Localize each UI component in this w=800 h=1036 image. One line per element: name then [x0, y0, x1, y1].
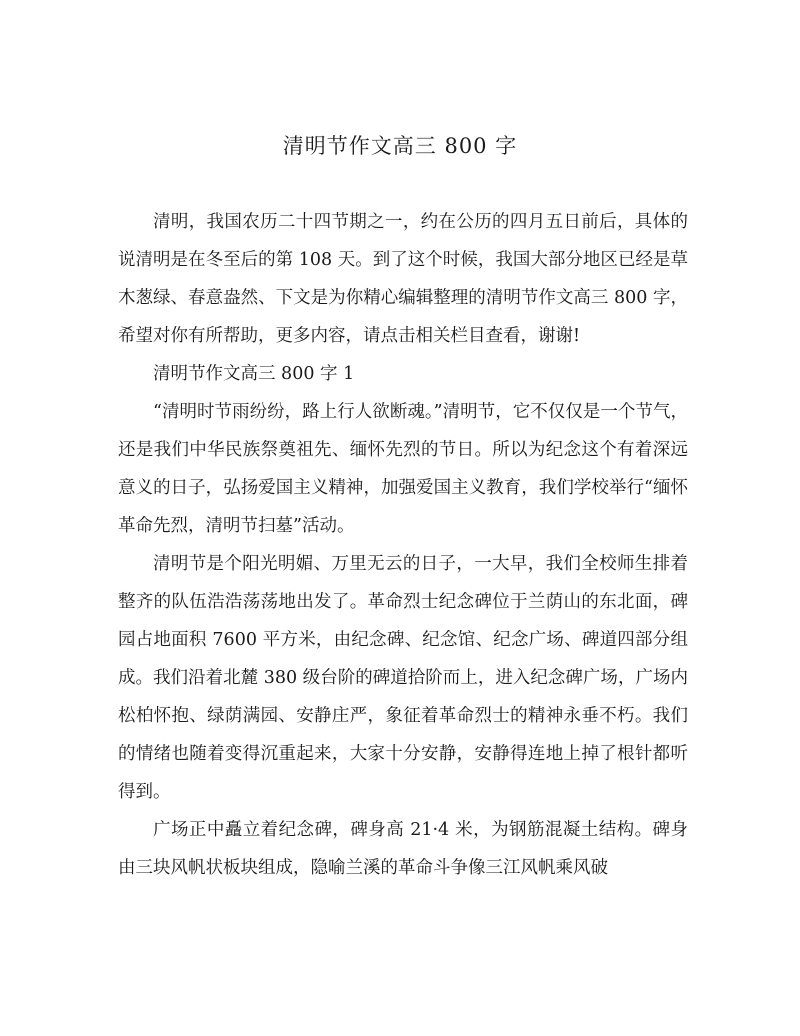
body-paragraph: 广场正中矗立着纪念碑，碑身高 21·4 米，为钢筋混凝土结构。碑身由三块风帆状板块组成，隐喻兰溪的革命斗争像三江风帆乘风破 [118, 820, 688, 878]
section-heading: 清明节作文高三 800 字 1 [153, 364, 355, 384]
body-paragraph: “清明时节雨纷纷，路上行人欲断魂。”清明节，它不仅仅是一个节气，还是我们中华民族祭奠祖先、缅怀先烈的节日。所以为纪念这个有着深远意义的日子，弘扬爱国主义精神，加强爱国主义教育，我们学校举行“缅怀革命先烈，清明节扫墓”活动。 [118, 402, 688, 536]
intro-paragraph: 清明，我国农历二十四节期之一，约在公历的四月五日前后，具体的说清明是在冬至后的第 108 天。到了这个时候，我国大部分地区已经是草木葱绿、春意盎然、下文是为你精心编辑整理的清明节作文高三 800 字，希望对你有所帮助，更多内容，请点击相关栏目查看，谢谢! [118, 212, 688, 346]
body-paragraph: 清明节是个阳光明媚、万里无云的日子，一大早，我们全校师生排着整齐的队伍浩浩荡荡地出发了。革命烈士纪念碑位于兰荫山的东北面，碑园占地面积 7600 平方米，由纪念碑、纪念馆、纪念广场、碑道四部分组成。我们沿着北麓 380 级台阶的碑道拾阶而上，进入纪念碑广场，广场内松柏怀抱、绿荫满园、安静庄严，象征着革命烈士的精神永垂不朽。我们的情绪也随着变得沉重起来，大家十分安静，安静得连地上掉了根针都听得到。 [118, 554, 688, 802]
document-body [118, 203, 688, 887]
document-title: 清明节作文高三 800 字 [282, 134, 518, 158]
